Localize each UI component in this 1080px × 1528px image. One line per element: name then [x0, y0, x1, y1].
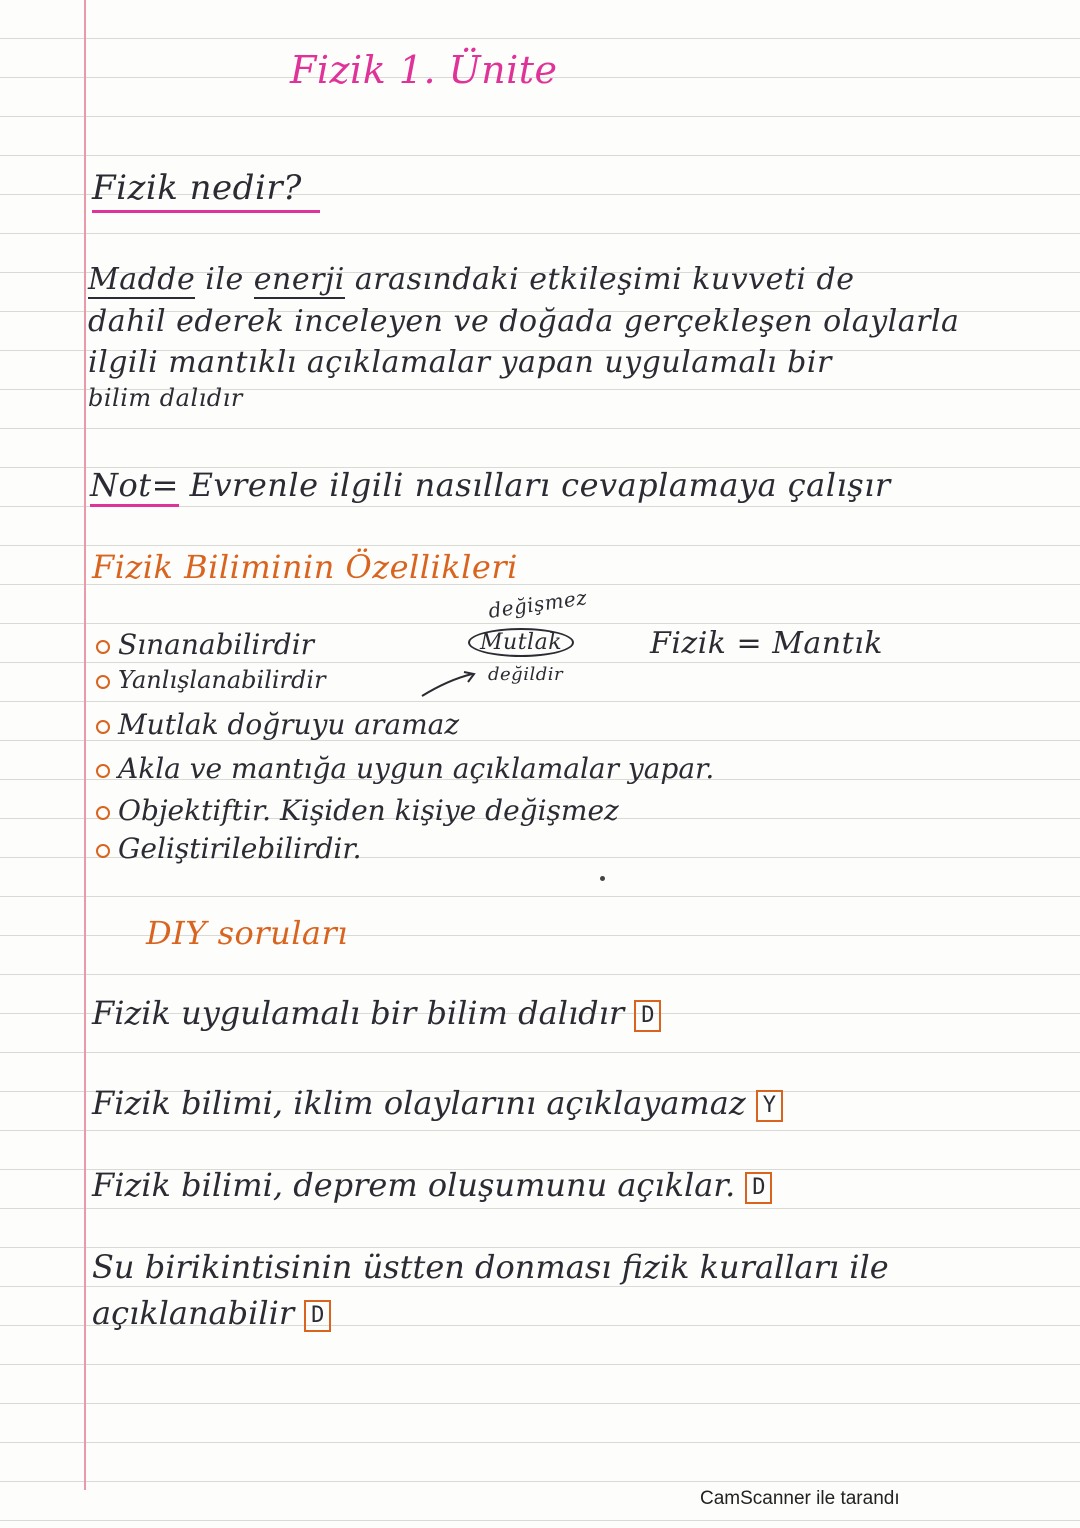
bullet-icon	[96, 806, 110, 820]
feature-item: Akla ve mantığa uygun açıklamalar yapar.	[96, 752, 714, 785]
arrow-icon	[418, 670, 478, 700]
feature-item: Sınanabilirdir	[96, 628, 314, 661]
note-label: Not=	[90, 466, 179, 507]
answer-box: Y	[756, 1090, 783, 1122]
answer-box: D	[634, 1000, 661, 1032]
feature-item: Geliştirilebilirdir.	[96, 832, 362, 865]
definition-line-4: bilim dalıdır	[88, 384, 243, 412]
definition-line-2: dahil ederek inceleyen ve doğada gerçekleşen olaylarla	[88, 304, 960, 339]
ink-dot	[600, 876, 605, 881]
definition-line-3: ilgili mantıklı açıklamalar yapan uygulamalı bir	[88, 345, 832, 380]
answer-box: D	[304, 1300, 331, 1332]
feature-item: Yanlışlanabilirdir	[96, 666, 326, 694]
definition-underlined-enerji: enerji	[253, 262, 345, 297]
bullet-icon	[96, 675, 110, 689]
fizik-mantik-note: Fizik = Mantık	[650, 626, 883, 661]
diy-question: Fizik uygulamalı bir bilim dalıdır D	[92, 994, 661, 1032]
margin-line	[84, 0, 86, 1490]
question-heading: Fizik nedir?	[92, 168, 320, 213]
diy-question-line-1: Su birikintisinin üstten donması fizik kuralları ile	[92, 1248, 889, 1286]
side-note-mutlak: Mutlak	[468, 628, 574, 657]
diy-question-line-2: açıklanabilir D	[92, 1294, 331, 1332]
bullet-icon	[96, 764, 110, 778]
definition-line-1	[88, 262, 855, 297]
scanner-watermark: CamScanner ile tarandı	[700, 1488, 900, 1509]
diy-question: Fizik bilimi, iklim olaylarını açıklayamaz Y	[92, 1084, 783, 1122]
answer-box: D	[745, 1172, 772, 1204]
note-line	[90, 466, 891, 504]
note-text: Evrenle ilgili nasılları cevaplamaya çalışır	[178, 466, 891, 504]
definition-underlined-madde: Madde	[88, 262, 196, 297]
diy-heading: DIY soruları	[146, 914, 349, 952]
diy-question: Fizik bilimi, deprem oluşumunu açıklar. D	[92, 1166, 772, 1204]
bullet-icon	[96, 844, 110, 858]
feature-item: Mutlak doğruyu aramaz	[96, 708, 459, 741]
definition-line-1-rest: arasındaki etkileşimi kuvveti de	[344, 262, 855, 297]
feature-item: Objektiftir. Kişiden kişiye değişmez	[96, 794, 619, 827]
page-title: Fizik 1. Ünite	[290, 48, 558, 92]
side-note-degildir: değildir	[488, 664, 564, 685]
features-heading: Fizik Biliminin Özellikleri	[92, 548, 518, 586]
definition-connector: ile	[195, 262, 254, 297]
side-note-degismez: değişmez	[486, 585, 589, 623]
bullet-icon	[96, 640, 110, 654]
bullet-icon	[96, 720, 110, 734]
